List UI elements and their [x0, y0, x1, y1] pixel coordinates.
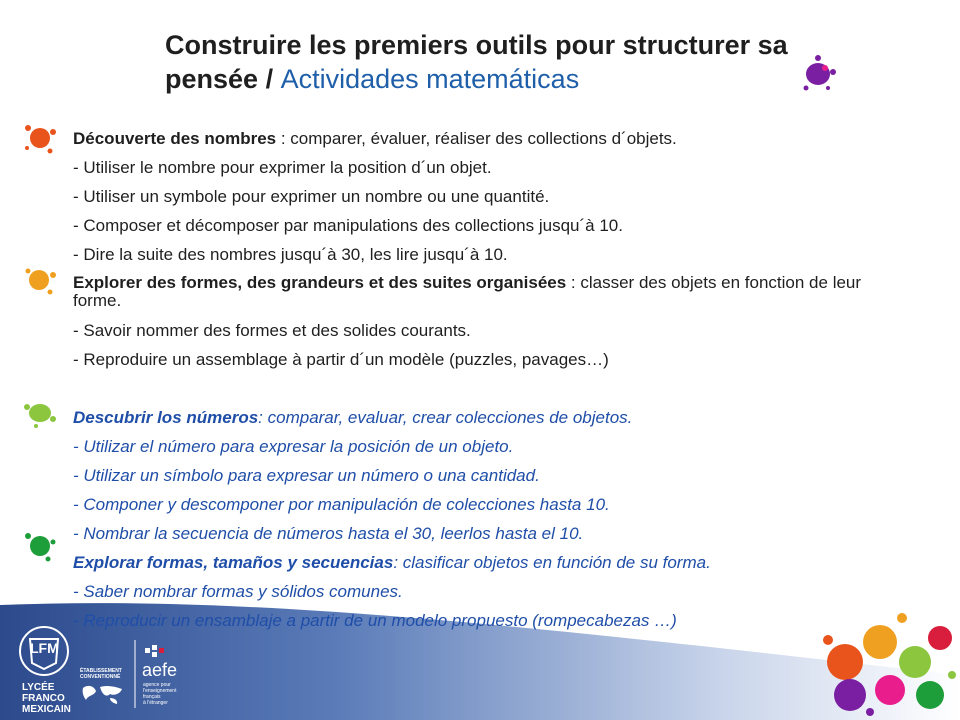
fr-heading-shapes-bold: Explorer des formes, des grandeurs et des suites organisées	[73, 273, 567, 292]
fr-heading-shapes	[73, 269, 873, 316]
conventionne-label	[80, 668, 122, 680]
list-item: - Nombrar la secuencia de números hasta el 30, leerlos hasta el 10.	[73, 524, 584, 543]
list-item: - Componer y descomponer por manipulación de colecciones hasta 10.	[73, 495, 610, 514]
aefe-logo-text: aefe	[142, 660, 178, 680]
es-heading-shapes-bold: Explorar formas, tamaños y secuencias	[73, 553, 394, 572]
lfm-logo-text: LFM	[30, 640, 59, 656]
fr-heading-shapes-rest: : classer des objets en fonction de leur forme.	[73, 273, 862, 310]
school-line-2: FRANCO	[22, 693, 65, 704]
french-section	[73, 124, 873, 374]
slide-content	[73, 124, 873, 635]
aefe-sub-2: l'enseignement	[143, 688, 177, 694]
school-line-3: MEXICAIN	[22, 704, 71, 715]
orange-splat-bullet-icon	[22, 120, 58, 156]
fr-heading-numbers-rest: : comparer, évaluer, réaliser des collections d´objets.	[276, 129, 677, 148]
es-heading-numbers	[73, 403, 873, 432]
list-item: - Utiliser un symbole pour exprimer un nombre ou une quantité.	[73, 187, 550, 206]
spanish-section	[73, 403, 873, 635]
list-item: - Savoir nommer des formes et des solides courants.	[73, 321, 471, 340]
school-line-1: LYCÉE	[22, 682, 55, 693]
es-heading-numbers-bold: Descubrir los números	[73, 408, 259, 427]
aefe-sub-1: agence pour	[143, 682, 171, 688]
list-item: - Utilizar un símbolo para expresar un número o una cantidad.	[73, 466, 540, 485]
list-item: - Saber nombrar formas y sólidos comunes.	[73, 582, 403, 601]
list-item: - Dire la suite des nombres jusqu´à 30, les lire jusqu´à 10.	[73, 245, 508, 264]
yellow-splat-bullet-icon	[22, 262, 58, 298]
list-item: - Reproducir un ensamblaje a partir de un modelo propuesto (rompecabezas …)	[73, 611, 677, 630]
list-item: - Reproduire un assemblage à partir d´un modèle (puzzles, pavages…)	[73, 350, 609, 369]
title-es: Actividades matemáticas	[280, 64, 580, 94]
conv-line-2: CONVENTIONNÉ	[80, 674, 121, 680]
light-green-splat-bullet-icon	[22, 395, 58, 431]
conv-line-1: ÉTABLISSEMENT	[80, 668, 122, 674]
list-item: - Utiliser le nombre pour exprimer la position d´un objet.	[73, 158, 492, 177]
green-splat-bullet-icon	[22, 528, 58, 564]
es-heading-numbers-rest: : comparar, evaluar, crear colecciones de objetos.	[258, 408, 633, 427]
aefe-sub-3: français	[143, 694, 161, 700]
es-heading-shapes-rest: : clasificar objetos en función de su forma.	[393, 553, 711, 572]
list-item: - Composer et décomposer par manipulations des collections jusqu´à 10.	[73, 216, 623, 235]
fr-heading-numbers	[73, 124, 873, 153]
es-heading-shapes	[73, 548, 873, 577]
slide-title	[165, 28, 805, 96]
list-item: - Utilizar el número para expresar la posición de un objeto.	[73, 437, 514, 456]
aefe-sub-4: à l'étranger	[143, 700, 168, 706]
section-gap	[73, 374, 873, 403]
school-name	[22, 682, 71, 715]
fr-heading-numbers-bold: Découverte des nombres	[73, 129, 277, 148]
purple-paint-splat-icon	[798, 50, 840, 96]
world-map-icon	[80, 682, 126, 706]
aefe-emblem-icon	[143, 642, 169, 660]
aefe-subtitle	[143, 682, 176, 706]
title-separator: /	[258, 64, 281, 94]
title-fr: Construire les premiers outils pour structurer sa pensée	[165, 30, 788, 94]
